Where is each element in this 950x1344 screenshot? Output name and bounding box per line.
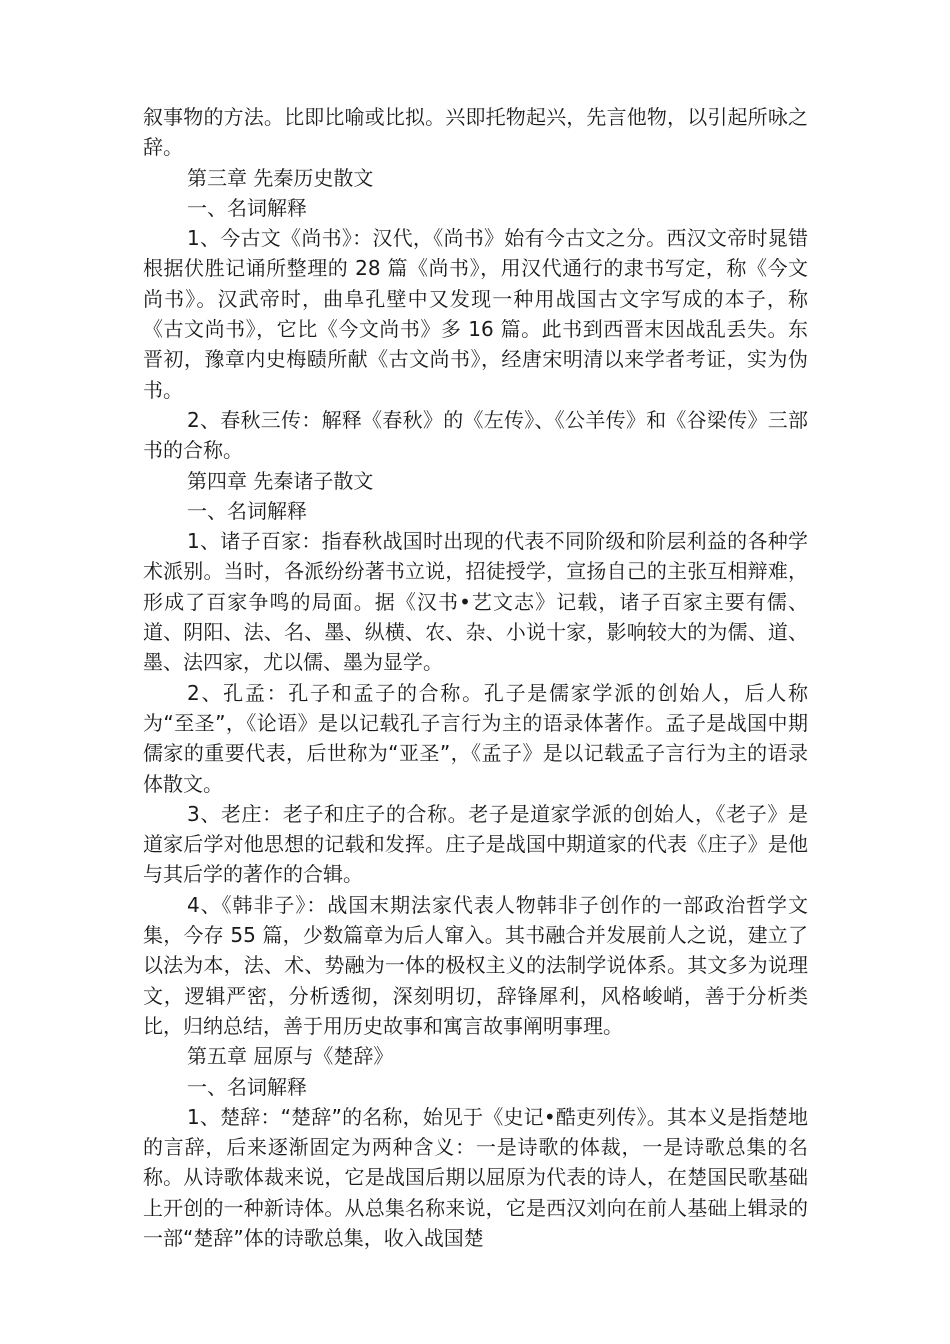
term-entry: 2、孔孟：孔子和孟子的合称。孔子是儒家学派的创始人，后人称为“至圣”，《论语》是以记载孔子言行为主的语录体著作。孟子是战国中期儒家的重要代表，后世称为“亚圣”，《孟子》是以记载孟子言行为主的语录体散文。 bbox=[143, 680, 808, 796]
term-entry: 1、楚辞：“楚辞”的名称，始见于《史记•酷吏列传》。其本义是指楚地的言辞，后来逐渐固定为两种含义：一是诗歌的体裁，一是诗歌总集的名称。从诗歌体裁来说，它是战国后期以屈原为代表的诗人，在楚国民歌基础上开创的一种新诗体。从总集名称来说，它是西汉刘向在前人基础上辑录的一部“楚辞”体的诗歌总集，收入战国楚 bbox=[143, 1104, 808, 1250]
document-body bbox=[143, 102, 808, 1253]
chapter-heading: 第五章 屈原与《楚辞》 bbox=[187, 1044, 394, 1069]
term-entry: 3、老庄：老子和庄子的合称。老子是道家学派的创始人，《老子》是道家后学对他思想的记载和发挥。庄子是战国中期道家的代表《庄子》是他与其后学的著作的合辑。 bbox=[143, 801, 808, 887]
term-entry: 1、诸子百家：指春秋战国时出现的代表不同阶级和阶层利益的各种学术派别。当时，各派纷纷著书立说，招徒授学，宣扬自己的主张互相辩难，形成了百家争鸣的局面。据《汉书•艺文志》记载，诸子百家主要有儒、道、阴阳、法、名、墨、纵横、农、杂、小说十家，影响较大的为儒、道、墨、法四家，尤以儒、墨为显学。 bbox=[143, 529, 808, 675]
chapter-heading: 第三章 先秦历史散文 bbox=[187, 165, 374, 190]
term-entry: 2、春秋三传：解释《春秋》的《左传》、《公羊传》和《谷梁传》三部书的合称。 bbox=[143, 407, 808, 463]
section-heading: 一、名词解释 bbox=[187, 498, 307, 523]
paragraph-continued: 叙事物的方法。比即比喻或比拟。兴即托物起兴，先言他物，以引起所咏之辞。 bbox=[143, 105, 808, 160]
term-entry: 4、《韩非子》：战国末期法家代表人物韩非子创作的一部政治哲学文集，今存 55 篇，少数篇章为后人窜入。其书融合并发展前人之说，建立了以法为本，法、术、势融为一体的极权主义的法制学说体系。其文多为说理文，逻辑严密，分析透彻，深刻明切，辞锋犀利，风格峻峭，善于分析类比，归纳总结，善于用历史故事和寓言故事阐明事理。 bbox=[143, 892, 808, 1038]
section-heading: 一、名词解释 bbox=[187, 195, 307, 220]
term-entry: 1、今古文《尚书》：汉代，《尚书》始有今古文之分。西汉文帝时晁错根据伏胜记诵所整理的 28 篇《尚书》，用汉代通行的隶书写定，称《今文尚书》。汉武帝时，曲阜孔壁中又发现一种用战国古文字写成的本子，称《古文尚书》，它比《今文尚书》多 16 篇。此书到西晋末因战乱丢失。东晋初，豫章内史梅赜所献《古文尚书》，经唐宋明清以来学者考证，实为伪书。 bbox=[143, 226, 808, 402]
section-heading: 一、名词解释 bbox=[187, 1074, 307, 1099]
chapter-heading: 第四章 先秦诸子散文 bbox=[187, 468, 374, 493]
